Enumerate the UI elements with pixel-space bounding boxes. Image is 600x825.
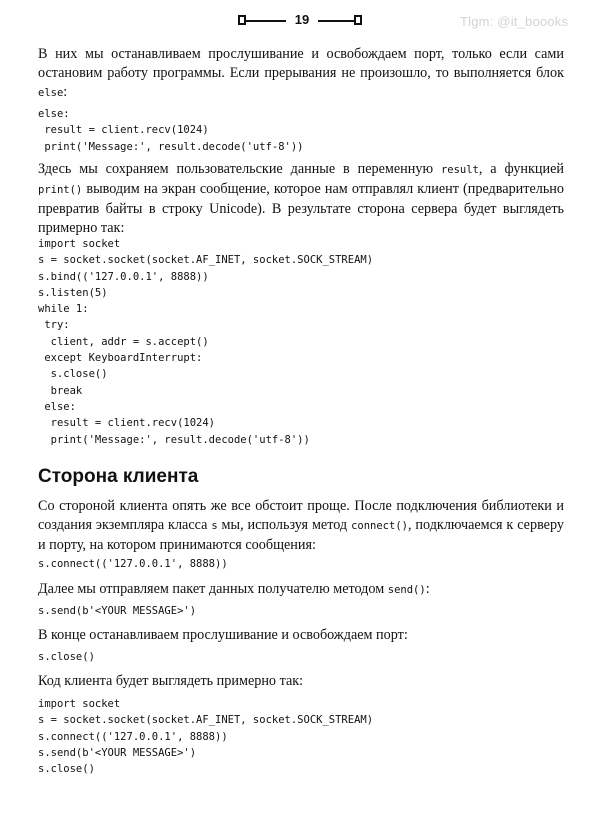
inline-code-else: else [38,87,64,99]
paragraph-intro-tail: : [63,84,68,100]
page-number-left-ornament [238,15,246,25]
paragraph-close: В конце останавливаем прослушивание и освобождаем порт: [38,627,408,643]
page-number: 19 [294,12,310,27]
code-block-client: import socket s = socket.socket(socket.AF_INET, socket.SOCK_STREAM) s.connect(('127.0.0.1', 8888)) s.send(b'<YOUR MESSAGE>') s.close() [38,698,374,776]
paragraph-explain-t2: , а функцией [478,161,564,177]
code-block-else: else: result = client.recv(1024) print('Message:', result.decode('utf-8')) [38,108,304,153]
paragraph-send-t2: : [425,581,430,597]
page-number-right-rule [318,20,356,22]
inline-code-s: s [211,520,218,532]
section-heading: Сторона клиента [38,466,199,487]
inline-code-connect: connect() [351,520,408,532]
inline-code-result: result [440,164,479,176]
code-block-close: s.close() [38,651,95,663]
paragraph-client-t2: мы, используя метод [217,517,352,533]
code-block-server: import socket s = socket.socket(socket.AF_INET, socket.SOCK_STREAM) s.bind(('127.0.0.1', 8888)) s.listen(5) while 1: try: client, addr = s.accept() except KeyboardInterrupt: s.close() break else: result = client.recv(1024) print('Message:', result.decode('utf-8')) [38,238,374,446]
paragraph-client-t1: Со стороной клиента опять же все обстоит проще. После подключения библиотеки и создания экземпляра класса [38,498,564,533]
paragraph-intro-text: В них мы останавливаем прослушивание и освобождаем порт, только если сами остановим работу программы. Если прерывания не произошло, то выполняется блок [38,46,564,81]
watermark: Tlgm: @it_boooks [460,14,569,29]
page-number-left-rule [246,20,286,22]
paragraph-send-t1: Далее мы отправляем пакет данных получателю методом [38,581,388,597]
code-block-send: s.send(b'<YOUR MESSAGE>') [38,605,197,617]
paragraph-client-t3: , подключаемся к серверу и порту, на котором принимаются сообщения: [38,517,564,553]
paragraph-send [38,580,564,600]
paragraph-client [38,497,564,555]
code-block-connect: s.connect(('127.0.0.1', 8888)) [38,558,228,570]
inline-code-send: send() [387,584,426,596]
paragraph-explain [38,160,564,238]
paragraph-client-code: Код клиента будет выглядеть примерно так: [38,673,304,689]
inline-code-print: print() [38,184,83,196]
page-header [0,10,600,34]
paragraph-explain-t3: выводим на экран сообщение, которое нам отправлял клиент (предварительно превратив байты в строку Unicode). В результате сторона сервера будет выглядеть примерно так: [38,181,564,236]
paragraph-explain-t1: Здесь мы сохраняем пользовательские данные в переменную [38,161,441,177]
paragraph-intro [38,45,564,103]
page-number-right-ornament [354,15,362,25]
